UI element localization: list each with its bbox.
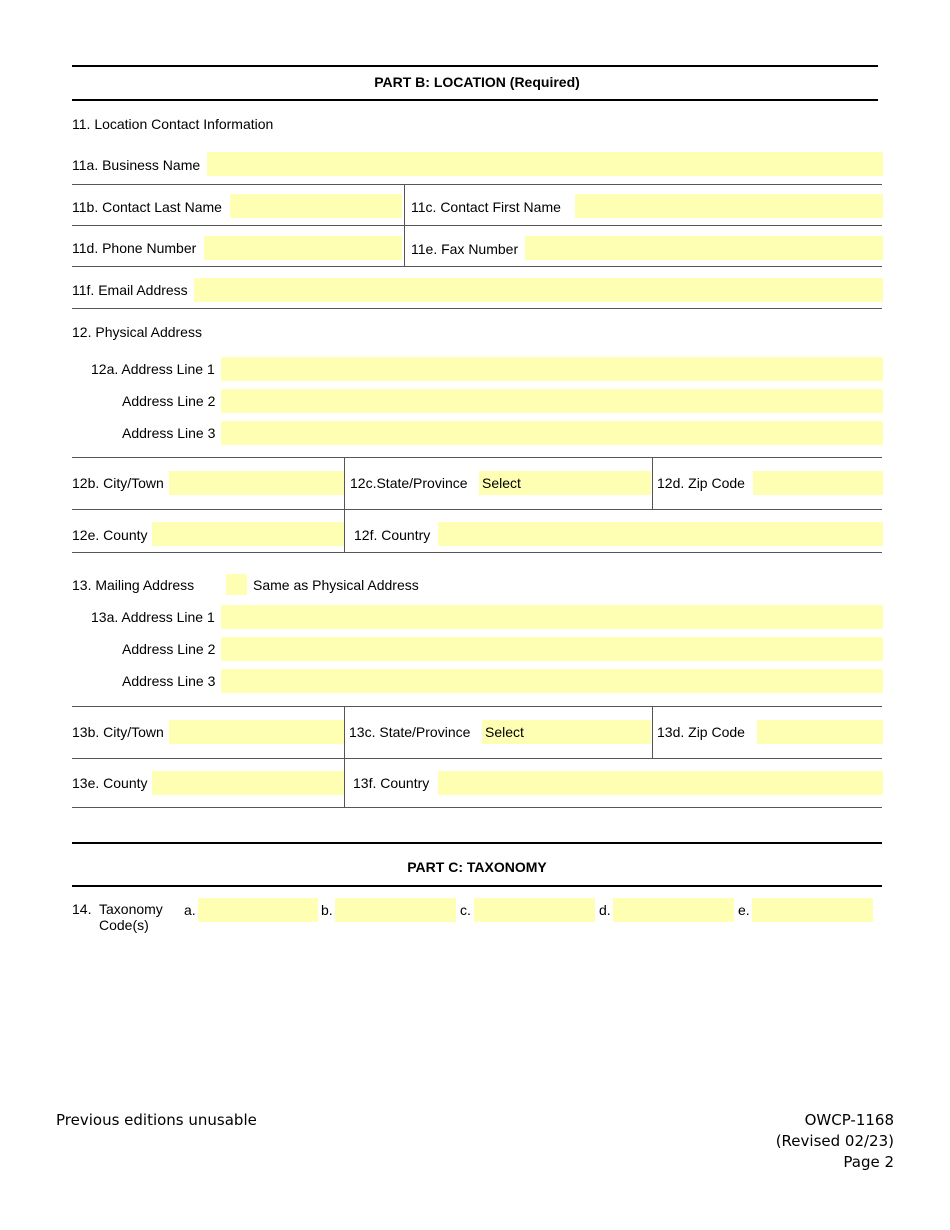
physical-county-label: 12e. County — [72, 527, 148, 543]
contact-first-name-input[interactable] — [575, 194, 883, 218]
column-divider — [344, 707, 345, 807]
divider — [72, 266, 882, 267]
taxonomy-number: 14. — [72, 901, 92, 917]
mailing-address-line2-label: Address Line 2 — [122, 641, 216, 657]
contact-last-name-input[interactable] — [230, 194, 402, 218]
column-divider — [344, 458, 345, 552]
same-as-physical-checkbox[interactable] — [226, 574, 247, 595]
physical-address-line1-label: 12a. Address Line 1 — [91, 361, 215, 377]
divider — [72, 225, 882, 226]
email-address-input[interactable] — [194, 278, 883, 302]
taxonomy-b-input[interactable] — [335, 898, 456, 922]
taxonomy-e-label: e. — [738, 902, 750, 918]
part-c-top-rule — [72, 842, 882, 844]
mailing-zip-input[interactable] — [757, 720, 883, 744]
physical-zip-label: 12d. Zip Code — [657, 475, 745, 491]
part-c-bottom-rule — [72, 885, 882, 887]
mailing-state-label: 13c. State/Province — [349, 724, 471, 740]
taxonomy-a-label: a. — [184, 902, 196, 918]
part-b-bottom-rule — [72, 99, 878, 101]
divider — [72, 706, 882, 707]
part-b-top-rule — [72, 65, 878, 67]
taxonomy-d-label: d. — [599, 902, 611, 918]
footer-editions-note: Previous editions unusable — [56, 1111, 257, 1129]
mailing-city-label: 13b. City/Town — [72, 724, 164, 740]
mailing-address-line1-input[interactable] — [221, 605, 883, 629]
physical-country-input[interactable] — [438, 522, 883, 546]
footer-form-id: OWCP-1168 — [804, 1111, 894, 1129]
fax-number-input[interactable] — [525, 236, 883, 260]
divider — [72, 457, 882, 458]
footer-page-number: Page 2 — [843, 1153, 894, 1171]
taxonomy-b-label: b. — [321, 902, 333, 918]
column-divider — [652, 707, 653, 758]
footer-revised: (Revised 02/23) — [775, 1132, 894, 1150]
mailing-zip-label: 13d. Zip Code — [657, 724, 745, 740]
divider — [72, 308, 882, 309]
physical-address-line3-input[interactable] — [221, 421, 883, 445]
mailing-address-line3-input[interactable] — [221, 669, 883, 693]
physical-address-header: 12. Physical Address — [72, 324, 202, 340]
physical-zip-input[interactable] — [753, 471, 883, 495]
divider — [72, 552, 882, 553]
taxonomy-c-label: c. — [460, 902, 471, 918]
same-as-physical-label: Same as Physical Address — [253, 577, 419, 593]
column-divider — [652, 458, 653, 509]
taxonomy-a-input[interactable] — [198, 898, 318, 922]
column-divider — [404, 185, 405, 266]
physical-state-select[interactable]: Select — [479, 471, 651, 495]
mailing-address-header: 13. Mailing Address — [72, 577, 195, 593]
email-address-label: 11f. Email Address — [72, 282, 188, 298]
mailing-city-input[interactable] — [169, 720, 344, 744]
mailing-country-label: 13f. Country — [353, 775, 430, 791]
business-name-input[interactable] — [207, 152, 883, 176]
taxonomy-c-input[interactable] — [474, 898, 595, 922]
mailing-address-line2-input[interactable] — [221, 637, 883, 661]
mailing-county-input[interactable] — [152, 771, 344, 795]
physical-address-line2-label: Address Line 2 — [122, 393, 216, 409]
physical-address-line1-input[interactable] — [221, 357, 883, 381]
divider — [72, 758, 882, 759]
contact-first-name-label: 11c. Contact First Name — [411, 199, 561, 215]
phone-number-input[interactable] — [204, 236, 402, 260]
physical-state-label: 12c.State/Province — [350, 475, 468, 491]
part-b-title: PART B: LOCATION (Required) — [374, 74, 580, 90]
physical-country-label: 12f. Country — [354, 527, 431, 543]
mailing-address-line3-label: Address Line 3 — [122, 673, 216, 689]
taxonomy-label-line1: Taxonomy — [99, 901, 163, 917]
contact-last-name-label: 11b. Contact Last Name — [72, 199, 222, 215]
part-c-title: PART C: TAXONOMY — [407, 859, 547, 875]
divider — [72, 509, 882, 510]
fax-number-label: 11e. Fax Number — [411, 241, 519, 257]
taxonomy-label-line2: Code(s) — [99, 917, 149, 933]
mailing-state-select[interactable]: Select — [482, 720, 651, 744]
location-contact-header: 11. Location Contact Information — [72, 116, 274, 132]
physical-county-input[interactable] — [152, 522, 344, 546]
mailing-address-line1-label: 13a. Address Line 1 — [91, 609, 215, 625]
physical-address-line2-input[interactable] — [221, 389, 883, 413]
mailing-country-input[interactable] — [438, 771, 883, 795]
mailing-county-label: 13e. County — [72, 775, 148, 791]
divider — [72, 807, 882, 808]
physical-city-input[interactable] — [169, 471, 344, 495]
business-name-label: 11a. Business Name — [72, 157, 201, 173]
physical-city-label: 12b. City/Town — [72, 475, 164, 491]
physical-address-line3-label: Address Line 3 — [122, 425, 216, 441]
taxonomy-e-input[interactable] — [752, 898, 873, 922]
taxonomy-d-input[interactable] — [613, 898, 734, 922]
phone-number-label: 11d. Phone Number — [72, 240, 197, 256]
divider — [72, 184, 882, 185]
